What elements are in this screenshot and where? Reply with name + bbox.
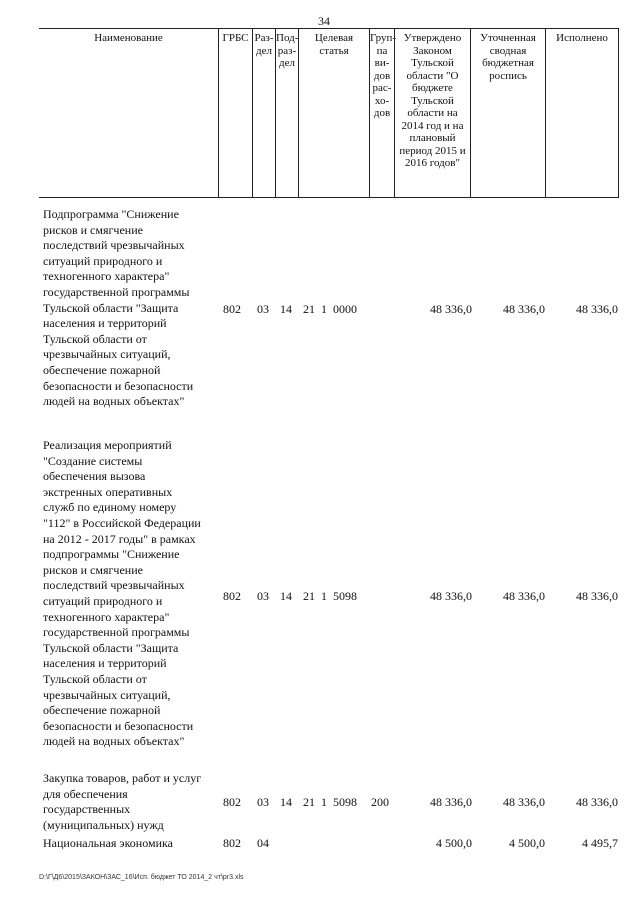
row-name: Закупка товаров, работ и услуг для обеспечения государственных (муниципальных) нужд (43, 771, 202, 832)
header-podrazdel (275, 29, 298, 197)
row-podrazdel: 14 (280, 589, 292, 603)
header-target (298, 29, 369, 197)
row-executed: 48 336,0 (576, 589, 618, 603)
header-group (369, 29, 397, 197)
row-approved: 48 336,0 (430, 589, 472, 603)
row-razdel: 04 (257, 836, 269, 850)
row-target: 21 1 0000 (303, 302, 357, 316)
header-name-text: Наименование (94, 32, 163, 44)
row-razdel: 03 (257, 795, 269, 809)
header-target-text: Целевая статья (314, 32, 354, 57)
header-approved (394, 29, 470, 197)
header-razdel-text: Раз- дел (254, 32, 274, 57)
row-name: Реализация мероприятий "Создание системы обеспечения вызова экстренных оперативных служб по единому номеру "112" в Российской Федерации на 2012 - 2017 годы" в рамках подпрограммы "Снижение рисков и смягчение последствий чрезвычайных ситуаций природного и техногенного характера" государственной программы Тульской области "Защита населения и территорий Тульской области от чрезвычайных ситуаций, обеспечение пожарной безопасности и безопасности людей на водных объектах" (43, 438, 201, 749)
row-executed: 48 336,0 (576, 795, 618, 809)
row-approved: 48 336,0 (430, 302, 472, 316)
row-refined: 48 336,0 (503, 302, 545, 316)
row-grbs: 802 (223, 302, 241, 316)
header-approved-text: Утверждено Законом Тульской области "О бюджете Тульской области на 2014 год и на плановый период 2015 и 2016 годов" (399, 32, 466, 169)
row-razdel: 03 (257, 302, 269, 316)
header-razdel (252, 29, 275, 197)
header-grbs (218, 29, 252, 197)
header-podrazdel-text: Под- раз- дел (276, 32, 299, 69)
header-executed (545, 29, 619, 197)
row-refined: 48 336,0 (503, 589, 545, 603)
row-executed: 4 495,7 (582, 836, 618, 850)
row-approved: 4 500,0 (436, 836, 472, 850)
row-executed: 48 336,0 (576, 302, 618, 316)
row-refined: 48 336,0 (503, 795, 545, 809)
row-name: Подпрограмма "Снижение рисков и смягчение последствий чрезвычайных ситуаций природного и техногенного характера" государственной программы Тульской области "Защита населения и территорий Тульской области от чрезвычайных ситуаций, обеспечение пожарной безопасности и безопасности людей на водных объектах" (43, 207, 194, 409)
header-refined (470, 29, 545, 197)
row-group: 200 (371, 795, 389, 809)
row-refined: 4 500,0 (509, 836, 545, 850)
header-executed-text: Исполнено (556, 32, 608, 44)
header-name (39, 29, 218, 197)
header-grbs-text: ГРБС (222, 32, 249, 44)
row-podrazdel: 14 (280, 795, 292, 809)
header-refined-text: Уточненная сводная бюджетная роспись (480, 32, 536, 82)
row-grbs: 802 (223, 836, 241, 850)
row-razdel: 03 (257, 589, 269, 603)
row-podrazdel: 14 (280, 302, 292, 316)
row-target: 21 1 5098 (303, 795, 357, 809)
page-number: 34 (318, 14, 330, 28)
row-name: Национальная экономика (43, 836, 173, 850)
row-target: 21 1 5098 (303, 589, 357, 603)
row-grbs: 802 (223, 589, 241, 603)
file-path-footer: D:\Г\Д6\2015\ЗАКОН\ЗАС_16\Исп. бюджет ТО 2014_2 чт\pr3.xls (39, 874, 244, 881)
table-header (39, 28, 619, 198)
header-group-text: Груп- па ви- дов рас- хо- дов (370, 32, 397, 119)
row-grbs: 802 (223, 795, 241, 809)
row-approved: 48 336,0 (430, 795, 472, 809)
